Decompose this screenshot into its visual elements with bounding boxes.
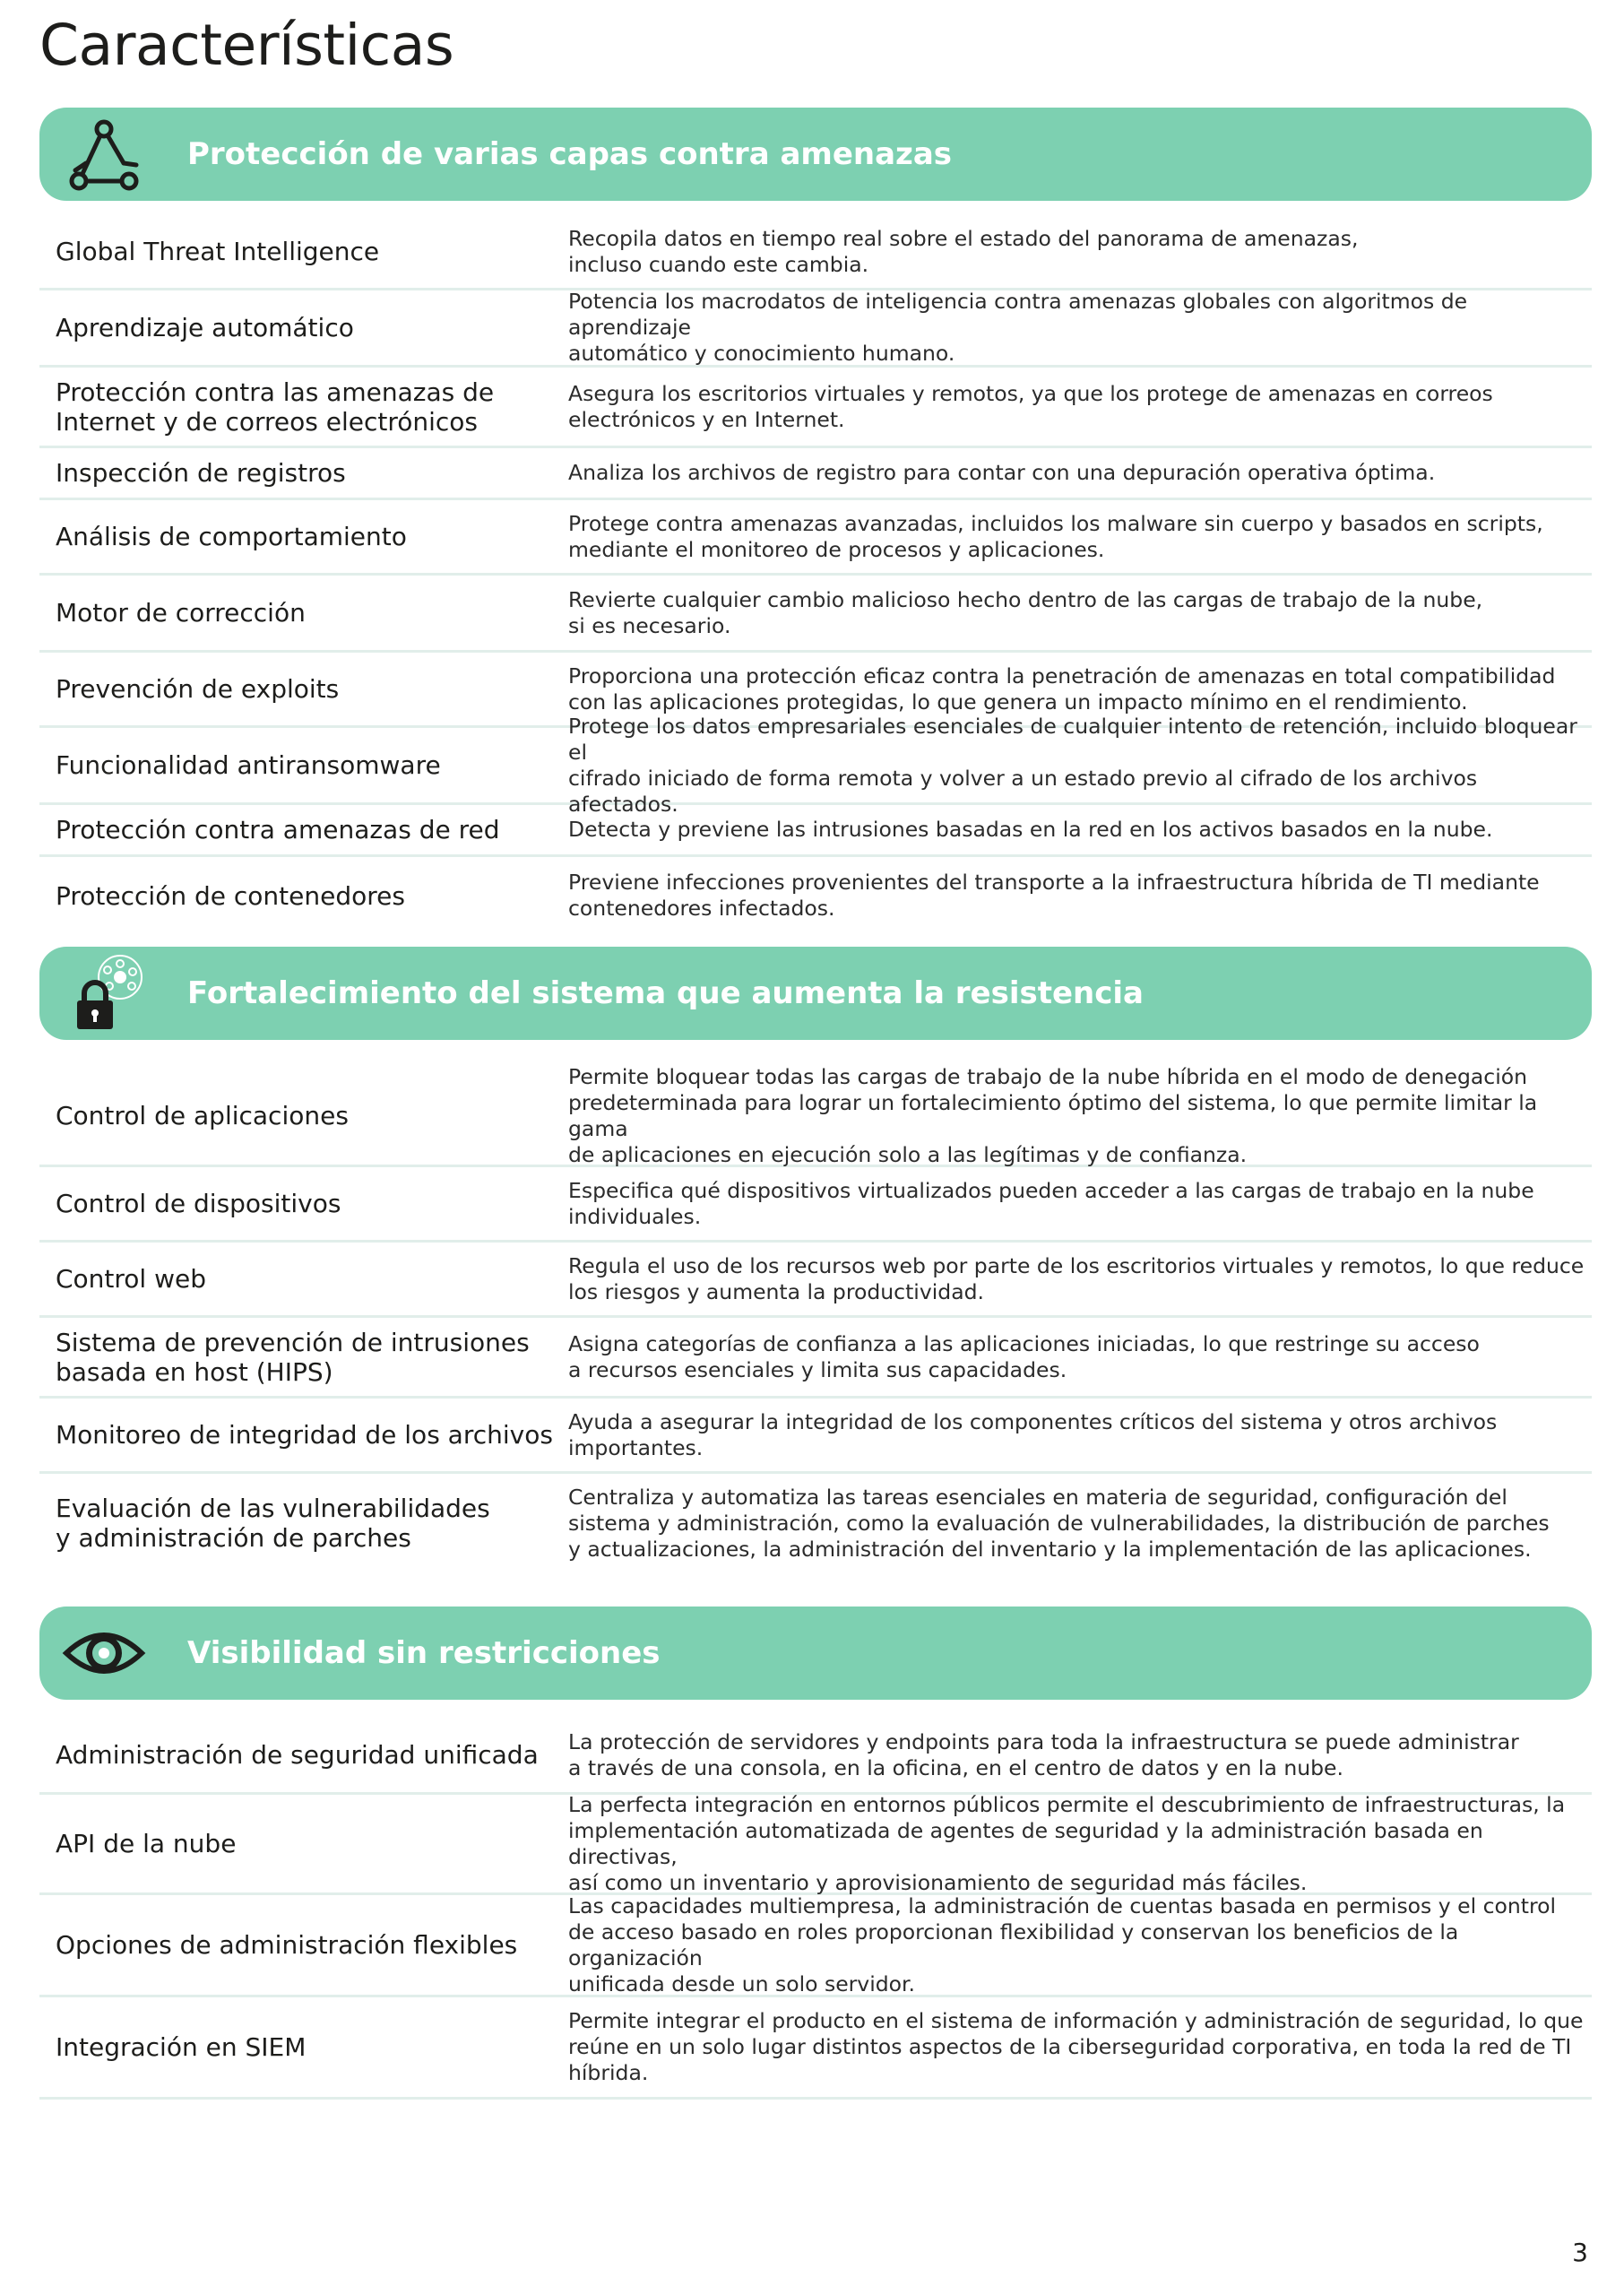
- feature-table: [39, 215, 1592, 934]
- table-row: [39, 448, 1592, 500]
- feature-description: Permite bloquear todas las cargas de trabajo de la nube híbrida en el modo de denegación predeterminada para lograr un fortalecimiento óptimo del sistema, lo que permite limitar la gama de aplicaciones en ejecución solo a las legítimas y de confianza.: [568, 1063, 1538, 1167]
- feature-description: Ayuda a asegurar la integridad de los componentes críticos del sistema y otros archivos importantes.: [568, 1408, 1498, 1460]
- table-row: [39, 1318, 1592, 1399]
- feature-name: Inspección de registros: [56, 458, 346, 488]
- network-nodes-icon: [61, 111, 147, 197]
- table-row: [39, 1243, 1592, 1318]
- feature-name: Sistema de prevención de intrusiones basada en host (HIPS): [56, 1327, 530, 1387]
- feature-name: API de la nube: [56, 1829, 237, 1858]
- table-row: [39, 1474, 1592, 1572]
- table-row: [39, 500, 1592, 576]
- feature-name: Evaluación de las vulnerabilidades y administración de parches: [56, 1494, 490, 1553]
- section-visibility: [39, 1606, 1592, 2100]
- table-row: [39, 290, 1592, 368]
- table-row: [39, 1892, 1592, 1997]
- table-row: [39, 1718, 1592, 1795]
- page-title: Características: [39, 13, 454, 78]
- table-row: [39, 1997, 1592, 2100]
- feature-name: Administración de seguridad unificada: [56, 1740, 539, 1770]
- table-row: [39, 1167, 1592, 1243]
- eye-icon: [61, 1610, 147, 1696]
- feature-description: Centraliza y automatiza las tareas esenciales en materia de seguridad, configuración del sistema y administración, como la evaluación de vulnerabilidades, la distribución de parches y actualizaciones, la administración del inventario y la implementación de las aplicaciones.: [568, 1484, 1550, 1562]
- feature-description: Permite integrar el producto en el sistema de información y administración de seguridad, lo que reúne en un solo lugar distintos aspectos de la ciberseguridad corporativa, en toda la red de TI híbrida.: [568, 2008, 1584, 2085]
- feature-table: [39, 1718, 1592, 2100]
- table-row: [39, 1063, 1592, 1167]
- table-row: [39, 368, 1592, 448]
- feature-name: Protección contra las amenazas de Internet y de correos electrónicos: [56, 377, 495, 437]
- section-title: Fortalecimiento del sistema que aumenta la resistencia: [187, 975, 1144, 1011]
- feature-description: Protege los datos empresariales esenciales de cualquier intento de retención, incluido bloquear el cifrado iniciado de forma remota y volver a un estado previo al cifrado de los archivos afectados.: [568, 713, 1577, 817]
- feature-description: Analiza los archivos de registro para contar con una depuración operativa óptima.: [568, 460, 1436, 485]
- feature-description: Previene infecciones provenientes del transporte a la infraestructura híbrida de TI mediante contenedores infectados.: [568, 870, 1540, 921]
- feature-description: Recopila datos en tiempo real sobre el estado del panorama de amenazas, incluso cuando este cambia.: [568, 225, 1359, 277]
- feature-description: Proporciona una protección eficaz contra la penetración de amenazas en total compatibilidad con las aplicaciones protegidas, lo que genera un impacto mínimo en el rendimiento.: [568, 663, 1556, 714]
- feature-description: Asegura los escritorios virtuales y remotos, ya que los protege de amenazas en correos electrónicos y en Internet.: [568, 380, 1493, 432]
- table-row: [39, 1791, 1592, 1895]
- feature-description: Detecta y previene las intrusiones basadas en la red en los activos basados en la nube.: [568, 817, 1493, 842]
- feature-name: Protección contra amenazas de red: [56, 815, 500, 844]
- section-multilayer-protection: [39, 108, 1592, 934]
- table-row: [39, 857, 1592, 934]
- table-row: [39, 576, 1592, 653]
- feature-name: Prevención de exploits: [56, 674, 340, 704]
- feature-name: Funcionalidad antiransomware: [56, 750, 441, 780]
- feature-description: Potencia los macrodatos de inteligencia contra amenazas globales con algoritmos de aprendizaje automático y conocimiento humano.: [568, 289, 1468, 366]
- feature-name: Monitoreo de integridad de los archivos: [56, 1420, 553, 1450]
- feature-description: La perfecta integración en entornos públicos permite el descubrimiento de infraestructuras, la implementación automatizada de agentes de seguridad y la administración basada en directivas, así como un inventario y aprovisionamiento de seguridad más fáciles.: [568, 1791, 1566, 1895]
- feature-description: La protección de servidores y endpoints para toda la infraestructura se puede administrar a través de una consola, en la oficina, en el centro de datos y en la nube.: [568, 1728, 1519, 1780]
- feature-name: Global Threat Intelligence: [56, 237, 380, 266]
- feature-name: Control de dispositivos: [56, 1189, 341, 1218]
- page-number: 3: [1572, 2238, 1588, 2267]
- section-title: Protección de varias capas contra amenazas: [187, 136, 953, 172]
- feature-name: Integración en SIEM: [56, 2032, 307, 2062]
- feature-name: Control web: [56, 1264, 207, 1294]
- padlock-icon: [61, 950, 147, 1036]
- feature-name: Análisis de comportamiento: [56, 522, 407, 551]
- section-system-hardening: [39, 947, 1592, 1572]
- feature-description: Revierte cualquier cambio malicioso hecho dentro de las cargas de trabajo de la nube, si es necesario.: [568, 586, 1483, 638]
- feature-name: Motor de corrección: [56, 598, 306, 628]
- feature-name: Control de aplicaciones: [56, 1101, 349, 1130]
- feature-description: Especifica qué dispositivos virtualizados pueden acceder a las cargas de trabajo en la nube individuales.: [568, 1177, 1534, 1229]
- feature-name: Opciones de administración flexibles: [56, 1930, 518, 1960]
- section-banner: [39, 947, 1592, 1040]
- feature-description: Protege contra amenazas avanzadas, incluidos los malware sin cuerpo y basados en scripts, mediante el monitoreo de procesos y aplicaciones.: [568, 510, 1543, 562]
- feature-description: Asigna categorías de confianza a las aplicaciones iniciadas, lo que restringe su acceso a recursos esenciales y limita sus capacidades.: [568, 1330, 1480, 1382]
- section-title: Visibilidad sin restricciones: [187, 1635, 661, 1671]
- section-banner: [39, 108, 1592, 201]
- feature-description: Las capacidades multiempresa, la administración de cuentas basada en permisos y el control de acceso basado en roles proporcionan flexibilidad y conservan los beneficios de la organización unificada desde un solo servidor.: [568, 1892, 1557, 1996]
- feature-name: Protección de contenedores: [56, 880, 405, 911]
- table-row: [39, 713, 1592, 817]
- feature-table: [39, 1063, 1592, 1572]
- table-row: [39, 1399, 1592, 1474]
- table-row: [39, 215, 1592, 290]
- feature-description: Regula el uso de los recursos web por parte de los escritorios virtuales y remotos, lo que reduce los riesgos y aumenta la productividad.: [568, 1252, 1585, 1304]
- section-banner: [39, 1606, 1592, 1700]
- feature-name: Aprendizaje automático: [56, 313, 354, 342]
